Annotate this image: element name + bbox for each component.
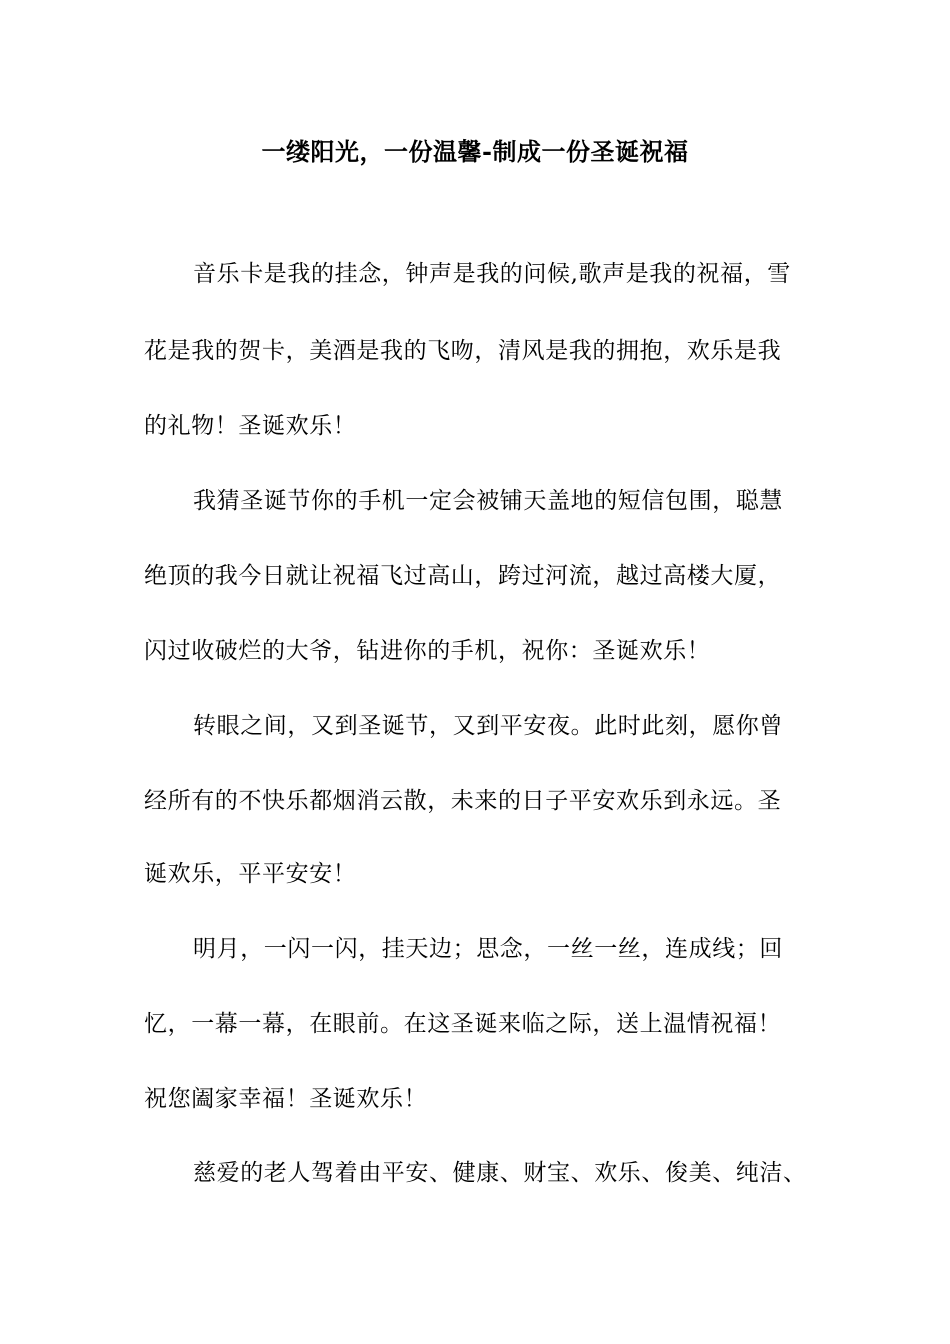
paragraph-4-line-3: 祝您阖家幸福！圣诞欢乐！	[144, 1086, 428, 1112]
paragraph-1-line-1: 音乐卡是我的挂念，钟声是我的问候,歌声是我的祝福，雪	[193, 261, 791, 287]
paragraph-3-line-3: 诞欢乐，平平安安！	[144, 861, 357, 887]
paragraph-1-line-3: 的礼物！圣诞欢乐！	[144, 413, 357, 439]
paragraph-2-line-2: 绝顶的我今日就让祝福飞过高山，跨过河流，越过高楼大厦，	[144, 563, 782, 589]
paragraph-4-line-2: 忆，一幕一幕，在眼前。在这圣诞来临之际，送上温情祝福！	[144, 1011, 782, 1037]
paragraph-2-line-1: 我猜圣诞节你的手机一定会被铺天盖地的短信包围，聪慧	[193, 488, 783, 514]
paragraph-3-line-2: 经所有的不快乐都烟消云散，未来的日子平安欢乐到永远。圣	[144, 788, 782, 814]
document-title: 一缕阳光，一份温馨-制成一份圣诞祝福	[261, 137, 689, 166]
paragraph-2-line-3: 闪过收破烂的大爷，钻进你的手机，祝你：圣诞欢乐！	[144, 638, 711, 664]
paragraph-3-line-1: 转眼之间，又到圣诞节，又到平安夜。此时此刻，愿你曾	[193, 713, 783, 739]
paragraph-5-line-1: 慈爱的老人驾着由平安、健康、财宝、欢乐、俊美、纯洁、	[193, 1160, 807, 1186]
paragraph-1-line-2: 花是我的贺卡，美酒是我的飞吻，清风是我的拥抱，欢乐是我	[144, 338, 782, 364]
paragraph-4-line-1: 明月，一闪一闪，挂天边；思念，一丝一丝，连成线；回	[193, 936, 783, 962]
